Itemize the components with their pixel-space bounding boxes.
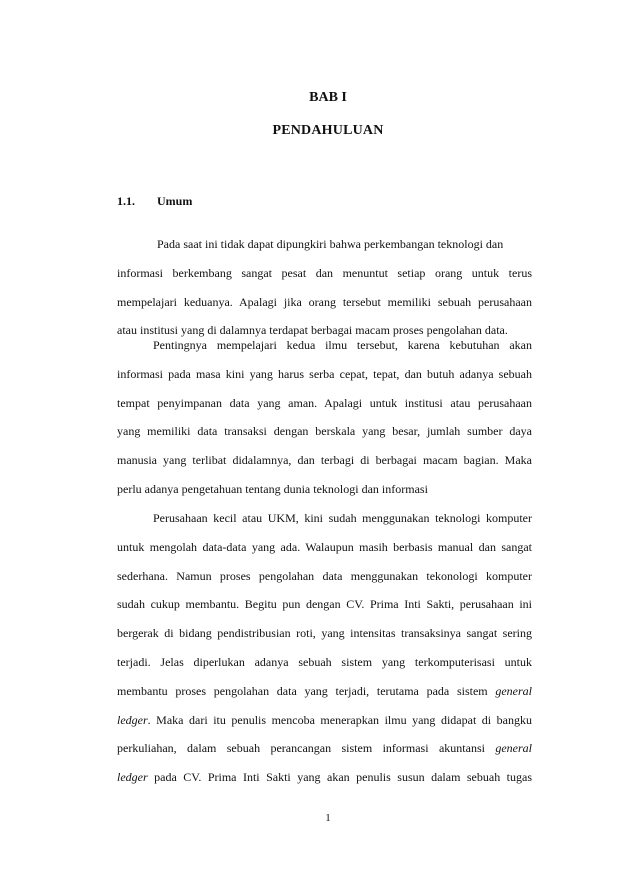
text-line: Perusahaan kecil atau UKM, kini sudah menggunakan teknologi komputer <box>153 511 532 525</box>
text-segment: perkuliahan, dalam sebuah perancangan sistem informasi akuntansi <box>117 741 485 756</box>
text-line: sudah cukup membantu. Begitu pun dengan CV. Prima Inti Sakti, perusahaan ini <box>117 597 532 612</box>
text-line: bergerak di bidang pendistribusian roti, yang intensitas transaksinya sangat sering <box>117 626 532 641</box>
section-number: 1.1. <box>117 194 135 208</box>
text-segment: membantu proses pengolahan data yang terjadi, terutama pada sistem <box>117 683 488 698</box>
text-line: informasi pada masa kini yang harus serba cepat, tepat, dan butuh adanya sebuah <box>117 366 532 381</box>
text-line: perlu adanya pengetahuan tentang dunia teknologi dan informasi <box>117 481 428 496</box>
text-segment: . Maka dari itu penulis mencoba menerapkan ilmu yang didapat di bangku <box>147 712 532 727</box>
text-line: informasi berkembang sangat pesat dan menuntut setiap orang untuk terus <box>117 265 532 280</box>
text-line: Pentingnya mempelajari kedua ilmu tersebut, karena kebutuhan akan <box>153 338 532 352</box>
text-line <box>117 677 532 706</box>
text-line <box>117 734 532 763</box>
chapter-heading: BAB I <box>309 90 347 105</box>
text-line: yang memiliki data transaksi dengan berskala yang besar, jumlah sumber daya <box>117 424 532 439</box>
chapter-title: PENDAHULUAN <box>272 123 384 138</box>
text-line: sederhana. Namun proses pengolahan data menggunakan tekonologi komputer <box>117 568 532 583</box>
text-line: atau institusi yang di dalamnya terdapat berbagai macam proses pengolahan data. <box>117 323 508 338</box>
italic-term: ledger <box>117 712 148 727</box>
text-line <box>117 763 532 792</box>
text-line: Pada saat ini tidak dapat dipungkiri bahwa perkembangan teknologi dan <box>157 237 504 251</box>
text-line: terjadi. Jelas diperlukan adanya sebuah sistem yang terkomputerisasi untuk <box>117 654 532 669</box>
paragraph-3 <box>117 504 532 792</box>
text-line: manusia yang terlibat didalamnya, dan terbagi di berbagai macam bagian. Maka <box>117 453 532 468</box>
section-heading <box>117 194 192 209</box>
text-line: tempat penyimpanan data yang aman. Apalagi untuk institusi atau perusahaan <box>117 395 532 410</box>
italic-term: ledger <box>117 770 148 785</box>
text-line: untuk mengolah data-data yang ada. Walaupun masih berbasis manual dan sangat <box>117 539 532 554</box>
paragraph-1 <box>117 230 532 345</box>
text-line <box>117 706 532 735</box>
italic-term: general <box>495 683 532 698</box>
paragraph-2 <box>117 331 532 504</box>
text-line: mempelajari keduanya. Apalagi jika orang tersebut memiliki sebuah perusahaan <box>117 294 532 309</box>
text-segment: pada CV. Prima Inti Sakti yang akan penulis susun dalam sebuah tugas <box>147 770 532 785</box>
italic-term: general <box>495 741 533 756</box>
page-number: 1 <box>325 812 331 824</box>
section-title: Umum <box>157 194 193 208</box>
